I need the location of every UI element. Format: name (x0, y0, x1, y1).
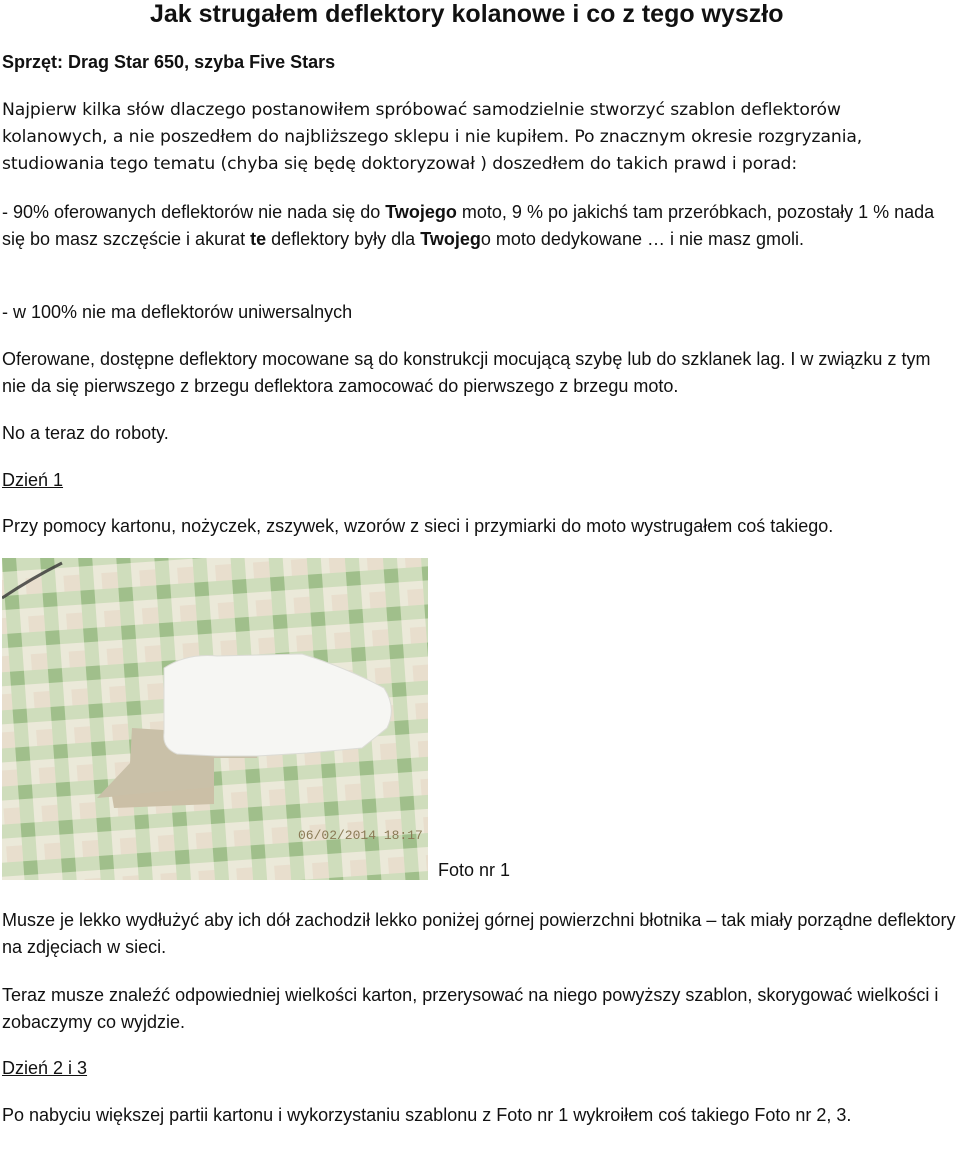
advice1-bold-2: te (250, 229, 267, 249)
intro-line-2a: kolanowych, a nie poszedłem do najbliższego sklepu i nie kupiłem. (2, 127, 569, 147)
extend-paragraph: Musze je lekko wydłużyć aby ich dół zachodził lekko poniżej górnej powierzchni błotnika – tak miały porządne deflektory na zdjęciach w sieci. (2, 910, 956, 957)
next-paragraph: Teraz musze znaleźć odpowiedniej wielkości karton, przerysować na niego powyższy szablon, skorygować wielkości i zobaczymy co wyjdzie. (2, 985, 939, 1032)
advice-paragraph-1 (2, 199, 957, 253)
intro-paragraph (2, 97, 957, 178)
intro-line-2 (2, 124, 957, 151)
photo-1 (2, 558, 428, 880)
work-paragraph: No a teraz do roboty. (2, 423, 169, 443)
day23-text: Po nabyciu większej partii kartonu i wykorzystaniu szablonu z Foto nr 1 wykroiłem coś takiego Foto nr 2, 3. (2, 1105, 852, 1125)
advice1-text-4: o moto dedykowane … i nie masz gmoli. (480, 229, 805, 249)
photo-1-date-stamp: 06/02/2014 18:17 (298, 828, 423, 843)
advice1-text-2: moto, 9 % po jakichś tam przeróbkach, pozostały 1 % nada się bo masz szczęście i akurat (2, 202, 935, 249)
intro-line-3: studiowania tego tematu (chyba się będę doktoryzował ) doszedłem do takich prawd i porad: (2, 154, 798, 174)
day1-heading: Dzień 1 (2, 470, 64, 490)
intro-line-2b: Po znacznym okresie rozgryzania, (568, 127, 863, 147)
advice1-text-3: deflektory były dla (266, 229, 421, 249)
photo-1-caption: Foto nr 1 (438, 860, 511, 880)
intro-line-1: Najpierw kilka słów dlaczego postanowiłem spróbować samodzielnie stworzyć szablon deflektorów (2, 100, 841, 120)
advice1-bold-1: Twojego (385, 202, 457, 222)
offered-paragraph: Oferowane, dostępne deflektory mocowane są do konstrukcji mocującą szybę lub do szklanek lag. I w związku z tym nie da się pierwszego z brzegu deflektora zamocować do pierwszego z brzegu moto. (2, 349, 931, 396)
day1-text: Przy pomocy kartonu, nożyczek, zszywek, wzorów z sieci i przymiarki do moto wystrugałem coś takiego. (2, 516, 834, 536)
day23-heading: Dzień 2 i 3 (2, 1058, 88, 1078)
advice1-text-1: - 90% oferowanych deflektorów nie nada się do (2, 202, 386, 222)
equipment-line: Sprzęt: Drag Star 650, szyba Five Stars (2, 52, 336, 72)
page-title: Jak strugałem deflektory kolanowe i co z tego wyszło (150, 0, 784, 28)
advice-paragraph-2: - w 100% nie ma deflektorów uniwersalnych (2, 302, 353, 322)
advice1-bold-3: Twojeg (420, 229, 481, 249)
photo-1-image (2, 558, 428, 880)
